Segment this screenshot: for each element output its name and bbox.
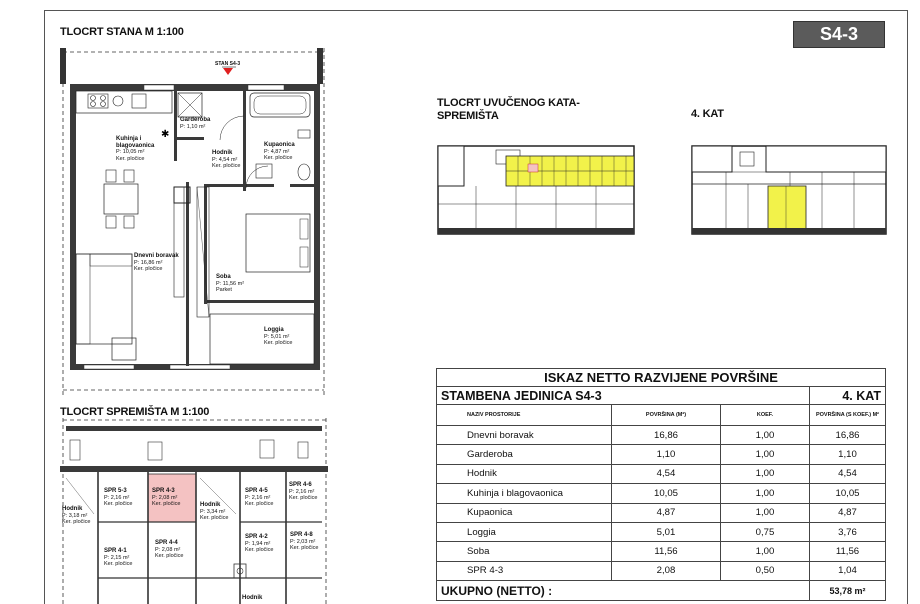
row-area: 1,10 <box>612 445 721 464</box>
apartment-floor-plan <box>60 44 330 400</box>
storage-label-hodnik-right: Hodnik P: 3,34 m² Ker. pločice <box>200 502 229 521</box>
row-coef: 1,00 <box>721 542 810 561</box>
row-area: 10,05 <box>612 484 721 503</box>
upper-floor-key-plan <box>436 142 636 236</box>
unit-badge: S4-3 <box>793 21 885 48</box>
row-area-coef: 16,86 <box>810 426 886 445</box>
row-name: SPR 4-3 <box>437 561 612 580</box>
unit-marker-arrow <box>223 68 233 75</box>
row-area: 4,54 <box>612 464 721 483</box>
column-header: KOEF. <box>721 405 810 426</box>
row-name: Soba <box>437 542 612 561</box>
storage-label-spr-4-3: SPR 4-3 P: 2,08 m² Ker. pločice <box>152 488 181 507</box>
storage-label-spr-4-2: SPR 4-2 P: 1,94 m² Ker. pločice <box>245 534 274 553</box>
table-row <box>437 542 886 561</box>
upper-plan-title: TLOCRT UVUČENOG KATA-SPREMIŠTA <box>437 97 580 122</box>
table-title: ISKAZ NETTO RAZVIJENE POVRŠINE <box>437 369 886 387</box>
storage-label-spr-4-6: SPR 4-6 P: 2,16 m² Ker. pločice <box>289 482 318 501</box>
column-header: POVRŠINA (S KOEF.) M² <box>810 405 886 426</box>
room-label-hodnik: Hodnik P: 4,54 m² Ker. pločice <box>212 150 241 169</box>
table-row <box>437 426 886 445</box>
row-name: Loggia <box>437 522 612 541</box>
row-coef: 1,00 <box>721 445 810 464</box>
svg-text:✱: ✱ <box>161 129 170 140</box>
row-area-coef: 1,04 <box>810 561 886 580</box>
total-label: UKUPNO (NETTO) : <box>437 581 810 601</box>
unit-name: STAMBENA JEDINICA S4-3 <box>437 387 810 405</box>
storage-label-spr-4-5: SPR 4-5 P: 2,16 m² Ker. pločice <box>245 488 274 507</box>
room-label-kuhinja: Kuhinja i blagovaonica P: 10,05 m² Ker. pločice <box>116 136 155 162</box>
column-header: POVRŠINA (M²) <box>612 405 721 426</box>
storage-label-hodnik-bottom: Hodnik <box>242 595 263 601</box>
row-name: Dnevni boravak <box>437 426 612 445</box>
row-area: 2,08 <box>612 561 721 580</box>
row-coef: 1,00 <box>721 484 810 503</box>
row-area: 4,87 <box>612 503 721 522</box>
row-area-coef: 10,05 <box>810 484 886 503</box>
row-area-coef: 11,56 <box>810 542 886 561</box>
row-coef: 0,75 <box>721 522 810 541</box>
row-coef: 0,50 <box>721 561 810 580</box>
area-summary-table <box>436 368 886 601</box>
row-area: 16,86 <box>612 426 721 445</box>
storage-label-spr-4-4: SPR 4-4 P: 2,08 m² Ker. pločice <box>155 540 184 559</box>
row-name: Hodnik <box>437 464 612 483</box>
storage-floor-plan <box>60 418 330 604</box>
fourth-floor-key-plan <box>690 142 888 236</box>
row-area-coef: 1,10 <box>810 445 886 464</box>
room-label-kupaonica: Kupaonica P: 4,87 m² Ker. pločice <box>264 142 295 161</box>
table-row <box>437 561 886 580</box>
column-header: NAZIV PROSTORIJE <box>437 405 612 426</box>
storage-plan-title: TLOCRT SPREMIŠTA M 1:100 <box>60 406 210 418</box>
room-label-dnevni: Dnevni boravak P: 16,86 m² Ker. pločice <box>134 253 179 272</box>
floor-plan-title: TLOCRT STANA M 1:100 <box>60 26 184 38</box>
room-label-loggia: Loggia P: 5,01 m² Ker. pločice <box>264 327 293 346</box>
table-row <box>437 445 886 464</box>
row-area-coef: 4,87 <box>810 503 886 522</box>
row-area: 5,01 <box>612 522 721 541</box>
row-area: 11,56 <box>612 542 721 561</box>
row-name: Kuhinja i blagovaonica <box>437 484 612 503</box>
row-coef: 1,00 <box>721 503 810 522</box>
table-row <box>437 484 886 503</box>
storage-label-spr-4-8: SPR 4-8 P: 2,03 m² Ker. pločice <box>290 532 319 551</box>
storage-label-spr-5-3: SPR 5-3 P: 2,16 m² Ker. pločice <box>104 488 133 507</box>
unit-marker-label: STAN S4-3 <box>215 61 241 67</box>
row-coef: 1,00 <box>721 464 810 483</box>
row-area-coef: 3,76 <box>810 522 886 541</box>
storage-label-spr-4-1: SPR 4-1 P: 2,15 m² Ker. pločice <box>104 548 133 567</box>
row-coef: 1,00 <box>721 426 810 445</box>
table-row <box>437 464 886 483</box>
floor4-title: 4. KAT <box>691 108 724 120</box>
table-row <box>437 503 886 522</box>
row-area-coef: 4,54 <box>810 464 886 483</box>
room-label-garderoba: Garderoba P: 1,10 m² <box>180 117 211 130</box>
storage-label-hodnik-left: Hodnik P: 3,18 m² Ker. pločice <box>62 506 91 525</box>
row-name: Kupaonica <box>437 503 612 522</box>
unit-floor: 4. KAT <box>810 387 886 405</box>
room-label-soba: Soba P: 11,56 m² Parket <box>216 274 245 293</box>
row-name: Garderoba <box>437 445 612 464</box>
total-value: 53,78 m² <box>810 581 886 601</box>
table-row <box>437 522 886 541</box>
